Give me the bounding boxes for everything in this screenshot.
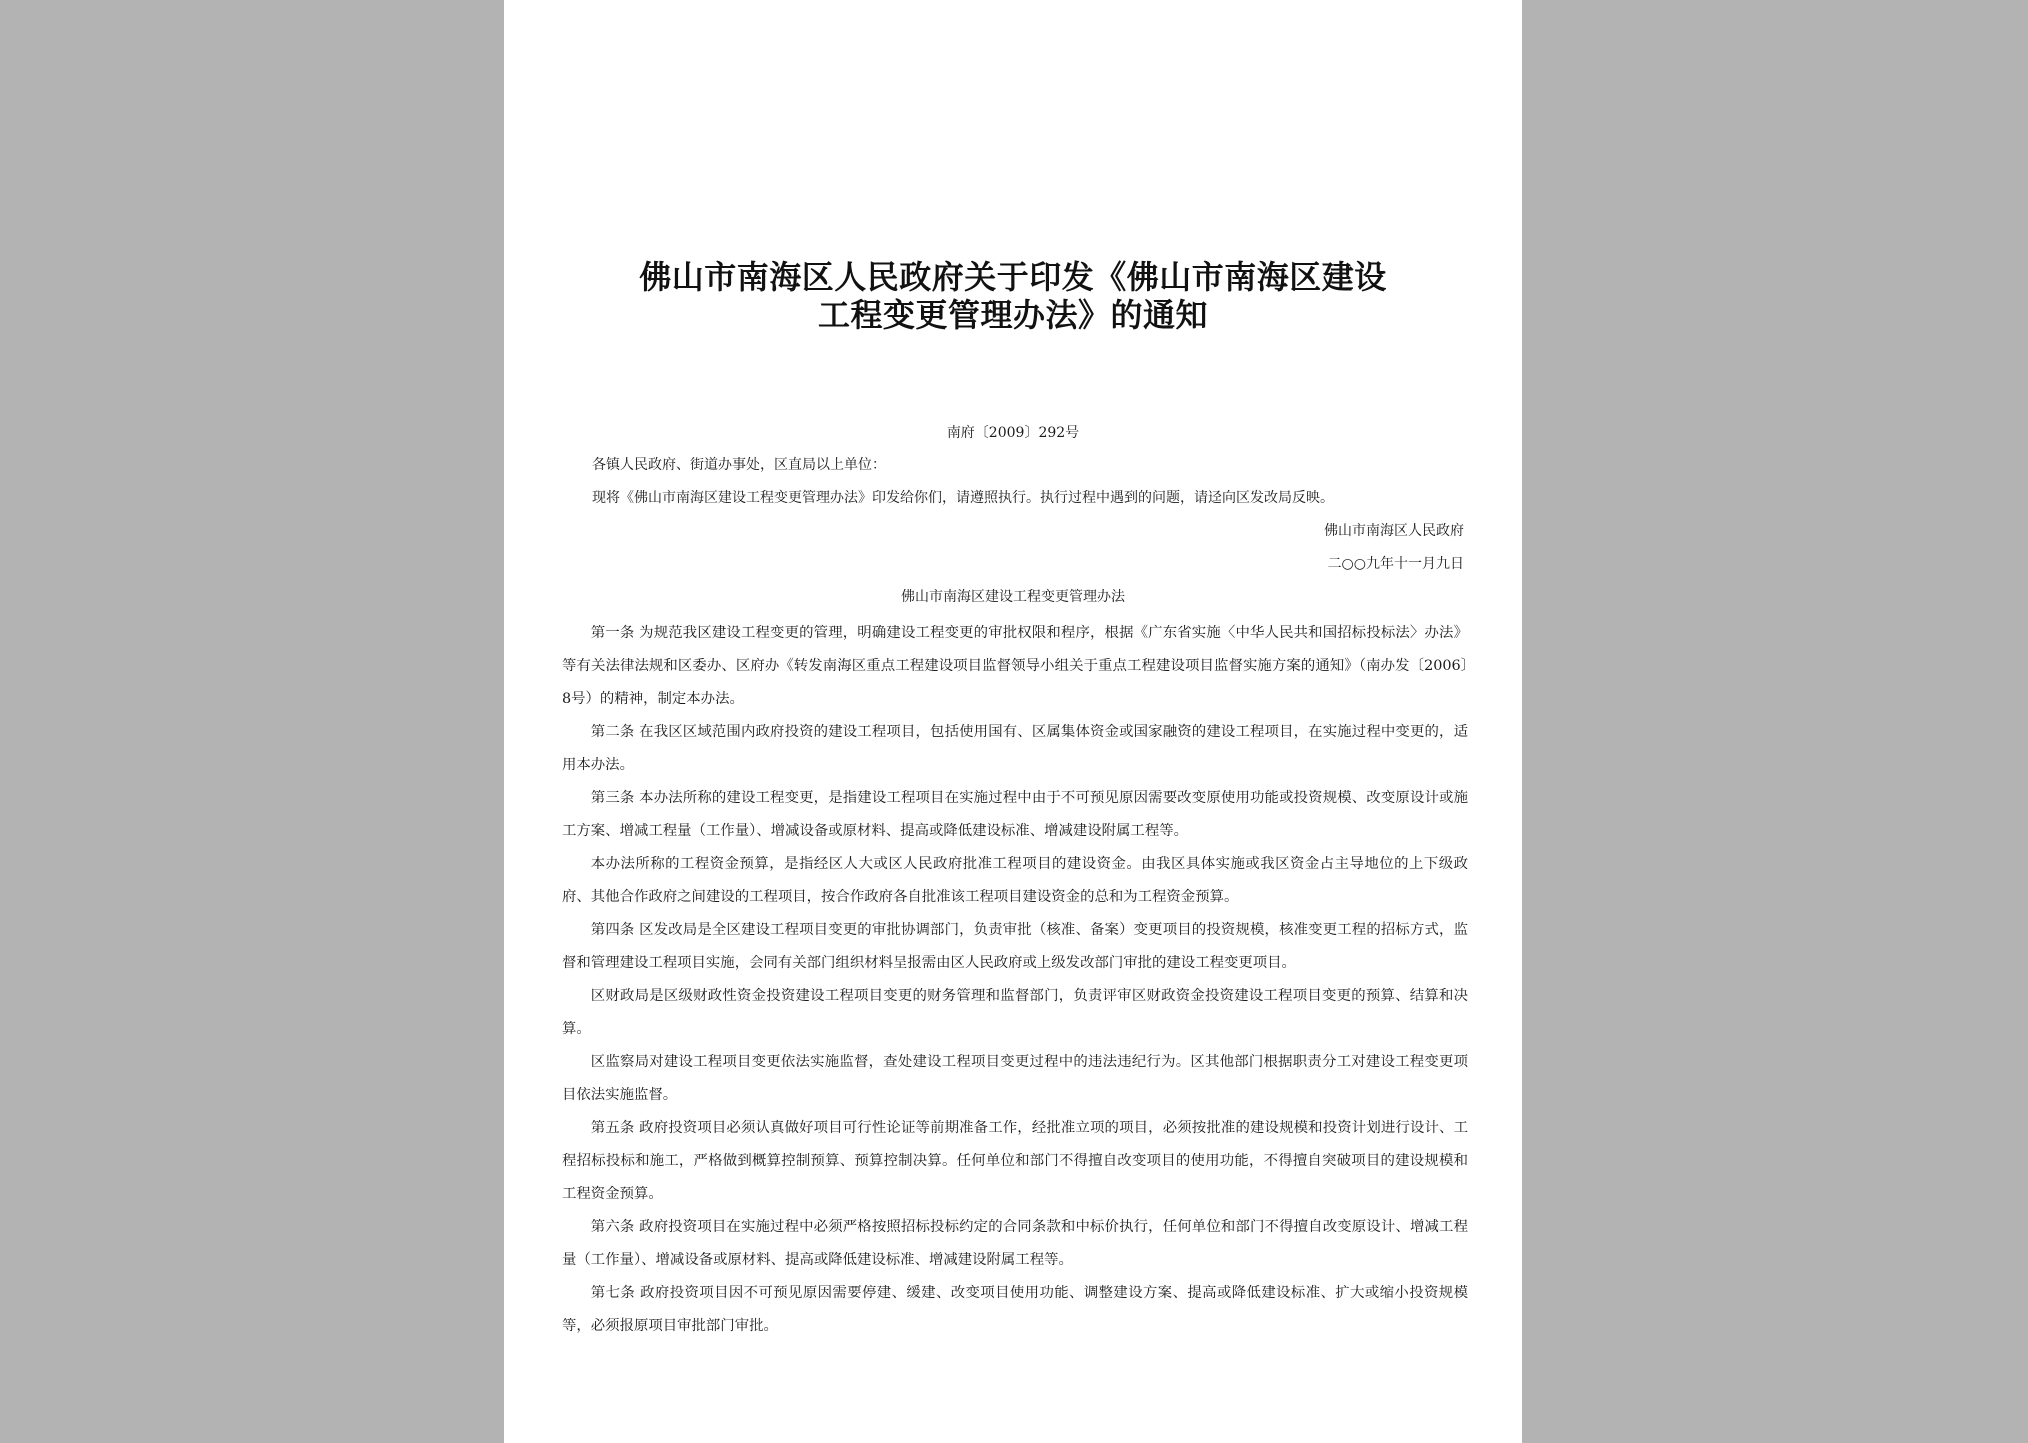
article-paragraph: 第二条 在我区区域范围内政府投资的建设工程项目，包括使用国有、区属集体资金或国家融资的建设工程项目，在实施过程中变更的，适用本办法。	[562, 724, 1468, 773]
intro-paragraph: 现将《佛山市南海区建设工程变更管理办法》印发给你们，请遵照执行。执行过程中遇到的问题，请迳向区发改局反映。	[592, 490, 1334, 506]
article-paragraph: 第三条 本办法所称的建设工程变更，是指建设工程项目在实施过程中由于不可预见原因需要改变原使用功能或投资规模、改变原设计或施工方案、增减工程量（工作量）、增减设备或原材料、提高或降低建设标准、增减建设附属工程等。	[562, 790, 1468, 839]
title-line-1: 佛山市南海区人民政府关于印发《佛山市南海区建设	[639, 258, 1387, 296]
article-paragraph: 第一条 为规范我区建设工程变更的管理，明确建设工程变更的审批权限和程序，根据《广东省实施〈中华人民共和国招标投标法〉办法》等有关法律法规和区委办、区府办《转发南海区重点工程建设项目监督领导小组关于重点工程建设项目监督实施方案的通知》（南办发〔2006〕8号）的精神，制定本办法。	[562, 625, 1468, 707]
document-title	[504, 258, 1522, 334]
regulation-body	[562, 617, 1468, 1343]
title-line-2: 工程变更管理办法》的通知	[817, 296, 1208, 334]
article-paragraph: 第六条 政府投资项目在实施过程中必须严格按照招标投标约定的合同条款和中标价执行，任何单位和部门不得擅自改变原设计、增减工程量（工作量）、增减设备或原材料、提高或降低建设标准、增减建设附属工程等。	[562, 1219, 1468, 1268]
issuer-signature: 佛山市南海区人民政府	[1324, 523, 1464, 539]
article-paragraph: 第四条 区发改局是全区建设工程项目变更的审批协调部门，负责审批（核准、备案）变更项目的投资规模，核准变更工程的招标方式，监督和管理建设工程项目实施，会同有关部门组织材料呈报需由区人民政府或上级发改部门审批的建设工程变更项目。	[562, 922, 1468, 971]
article-paragraph: 第七条 政府投资项目因不可预见原因需要停建、缓建、改变项目使用功能、调整建设方案、提高或降低建设标准、扩大或缩小投资规模等，必须报原项目审批部门审批。	[562, 1285, 1468, 1334]
document-number: 南府〔2009〕292号	[946, 425, 1080, 441]
article-paragraph: 第五条 政府投资项目必须认真做好项目可行性论证等前期准备工作，经批准立项的项目，必须按批准的建设规模和投资计划进行设计、工程招标投标和施工，严格做到概算控制预算、预算控制决算。任何单位和部门不得擅自改变项目的使用功能，不得擅自突破项目的建设规模和工程资金预算。	[562, 1120, 1468, 1202]
issue-date: 二○○九年十一月九日	[1327, 556, 1464, 572]
article-paragraph: 区监察局对建设工程项目变更依法实施监督，查处建设工程项目变更过程中的违法违纪行为。区其他部门根据职责分工对建设工程变更项目依法实施监督。	[562, 1054, 1468, 1103]
document-page	[504, 0, 1522, 1443]
article-paragraph: 本办法所称的工程资金预算，是指经区人大或区人民政府批准工程项目的建设资金。由我区具体实施或我区资金占主导地位的上下级政府、其他合作政府之间建设的工程项目，按合作政府各自批准该工程项目建设资金的总和为工程资金预算。	[562, 856, 1468, 905]
article-paragraph: 区财政局是区级财政性资金投资建设工程项目变更的财务管理和监督部门，负责评审区财政资金投资建设工程项目变更的预算、结算和决算。	[562, 988, 1468, 1037]
addressee-line: 各镇人民政府、街道办事处，区直局以上单位：	[592, 457, 886, 473]
regulation-title: 佛山市南海区建设工程变更管理办法	[901, 589, 1125, 605]
